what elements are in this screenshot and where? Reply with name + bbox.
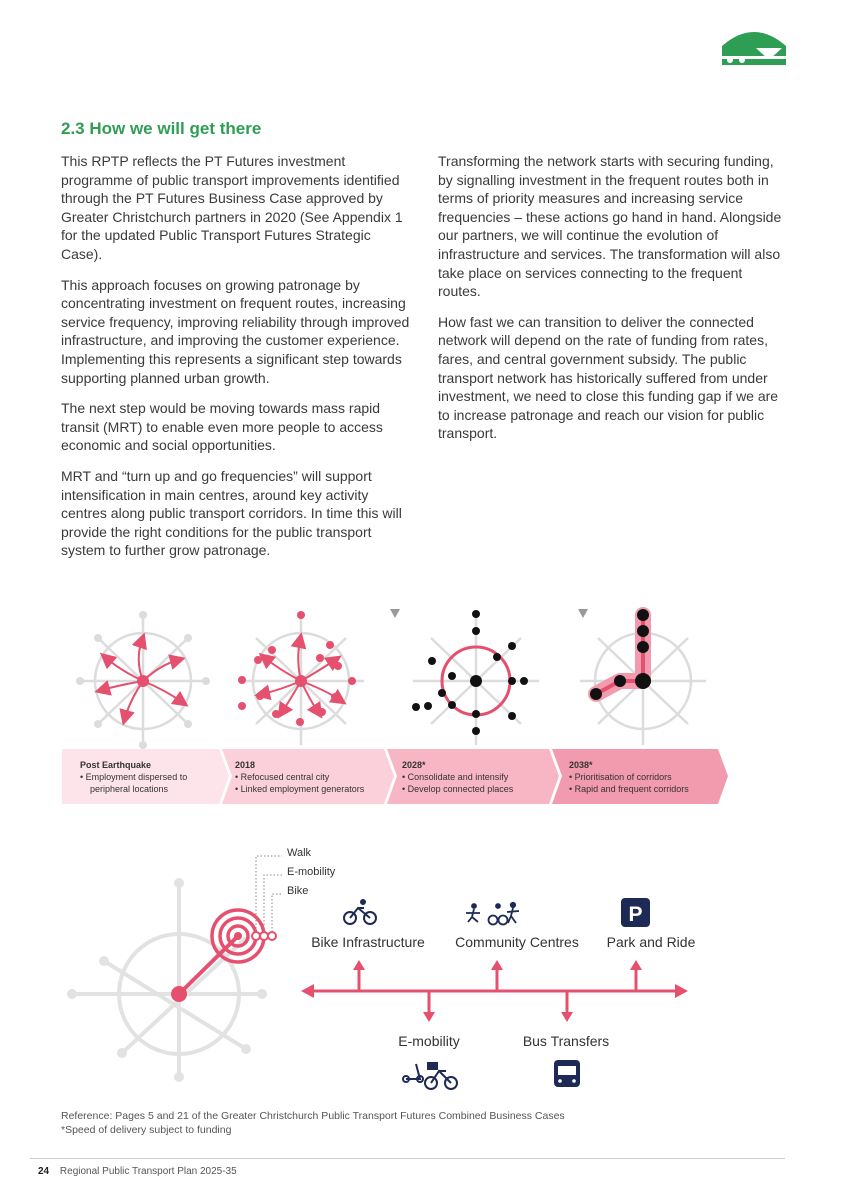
paragraph: How fast we can transition to deliver the connected network will depend on the rate of funding from rates, fares, and central government subsidy. The public transport network has historically suffered from under investment, we need to close this funding gap if we are to increase patronage and reach our vision for public transport. (438, 313, 779, 442)
timeline-bullet: • Consolidate and intensify (402, 772, 509, 782)
mode-emobility-label: E-mobility (287, 866, 336, 878)
left-column (61, 152, 411, 572)
panel-2038 (578, 609, 706, 745)
paragraph: This RPTP reflects the PT Futures investment programme of public transport improvements identified through the PT Futures Business Case approved by Greater Christchurch partners in 2020 (See Appendix 1 for the updated Public Transport Futures Strategic Case). (61, 153, 403, 262)
timeline-bullet: • Rapid and frequent corridors (569, 784, 689, 794)
bike-icon (344, 900, 376, 924)
page-number: 24 (38, 1166, 50, 1177)
timeline-title: 2038* (569, 760, 593, 770)
network-diagram (0, 595, 843, 1105)
paragraph: This approach focuses on growing patronage by concentrating investment on frequent routes, increasing service frequency, improving reliability through improved infrastructure, and improving the customer experience. Implementing this represents a significant step towards supporting planned urban growth. (61, 276, 410, 386)
community-icon (466, 903, 519, 925)
mode-bike-label: Bike (287, 885, 309, 897)
timeline-title: 2028* (402, 760, 426, 770)
timeline-bullet: • Develop connected places (402, 784, 514, 794)
reference-notes (61, 1109, 565, 1137)
timeline-title: Post Earthquake (80, 760, 152, 770)
timeline-title: 2018 (235, 760, 256, 770)
connection-axis (301, 898, 696, 1089)
panel-2028 (390, 609, 539, 745)
parking-letter: P (628, 903, 643, 926)
park-and-ride-label: Park and Ride (606, 934, 696, 950)
access-wheel (67, 847, 336, 1082)
footer-divider (30, 1158, 785, 1159)
timeline-bullet: peripheral locations (90, 784, 169, 794)
page-footer (38, 1166, 237, 1177)
paragraph: MRT and “turn up and go frequencies” will support intensification in main centres, around key activity centres along public transport corridors. In time this will provide the right conditions for the public transport system to further grow patronage. (61, 467, 402, 559)
panel-post-earthquake (76, 611, 210, 749)
timeline-bullet: • Employment dispersed to (80, 772, 188, 782)
parking-icon (621, 898, 650, 927)
timeline (62, 749, 728, 804)
funding-note: *Speed of delivery subject to funding (61, 1124, 232, 1136)
right-column (438, 152, 788, 455)
panel-2018 (238, 611, 364, 745)
mode-walk-label: Walk (287, 847, 312, 859)
emobility-label: E-mobility (398, 1033, 460, 1049)
bike-infrastructure-label: Bike Infrastructure (311, 934, 425, 950)
timeline-bullet: • Linked employment generators (235, 784, 365, 794)
brand-logo (716, 24, 792, 70)
section-heading: 2.3 How we will get there (61, 119, 262, 138)
paragraph: The next step would be moving towards mass rapid transit (MRT) to enable even more people to access economic and social opportunities. (61, 400, 383, 454)
document-title: Regional Public Transport Plan 2025-35 (59, 1166, 237, 1177)
scooter-icon (403, 1063, 457, 1089)
bus-transfers-label: Bus Transfers (522, 1033, 610, 1049)
community-centres-label: Community Centres (455, 934, 579, 950)
timeline-bullet: • Refocused central city (235, 772, 330, 782)
paragraph: Transforming the network starts with securing funding, by signalling investment in the frequent routes both in terms of priority measures and increasing service frequencies – these actions go hand in hand. Alongside our partners, we will continue the evolution of infrastructure and services. The transformation will also take place on services connecting to the frequent routes. (438, 153, 782, 300)
reference-note: Reference: Pages 5 and 21 of the Greater Christchurch Public Transport Futures Combined Business Cases (61, 1110, 565, 1122)
bus-icon (554, 1060, 580, 1087)
timeline-bullet: • Prioritisation of corridors (569, 772, 672, 782)
